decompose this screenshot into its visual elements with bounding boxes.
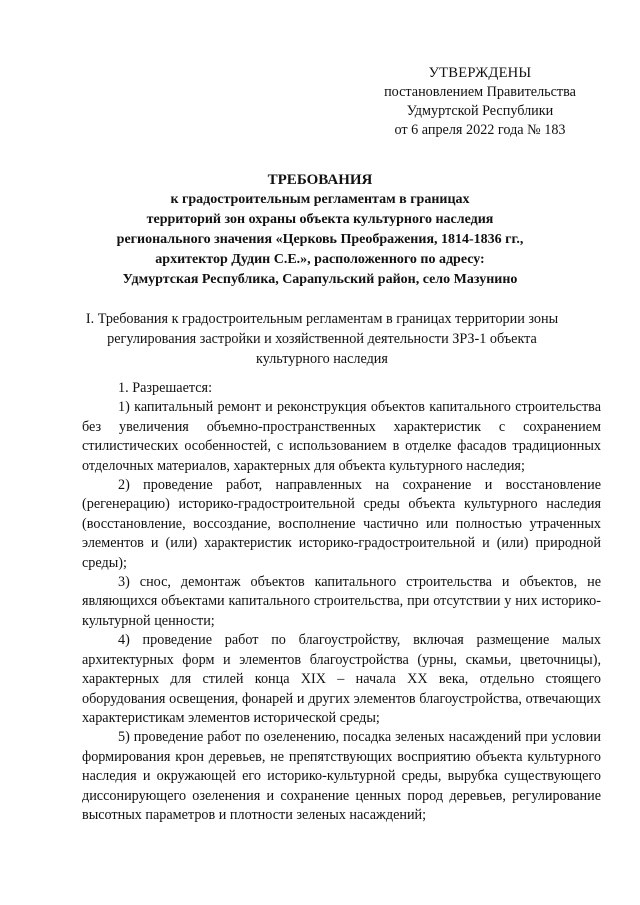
approval-line: Удмуртской Республики (406, 103, 554, 119)
title-line: регионального значения «Церковь Преображения, 1814-1836 гг., (116, 232, 524, 247)
title-line: Удмуртская Республика, Сарапульский район, село Мазунино (122, 272, 518, 287)
approval-date: от 6 апреля 2022 года № 183 (394, 122, 566, 138)
section-line: культурного наследия (256, 351, 388, 367)
section-heading (82, 309, 562, 369)
clause-item: 4) проведение работ по благоустройству, включая размещение малых архитектурных форм и элементов благоустройства (урны, скамьи, цветочницы), характерных для стилей конца XIX – начала XX века, отдельно стоящего оборудования освещения, фонарей и других элементов благоустройства, отвечающих характеристикам элементов исторической среды; (82, 632, 601, 726)
title-main: ТРЕБОВАНИЯ (267, 172, 373, 188)
clause-intro: 1. Разрешается: (118, 380, 213, 396)
section-line: I. Требования к градостроительным регламентам в границах территории зоны (85, 311, 559, 327)
title-line: территорий зон охраны объекта культурного наследия (146, 212, 494, 227)
title-line: архитектор Дудин С.Е.», расположенного по адресу: (155, 252, 485, 267)
document-title (60, 170, 580, 290)
clause-item: 2) проведение работ, направленных на сохранение и восстановление (регенерацию) историко-градостроительной среды объекта культурного наследия (восстановление, воссоздание, восполнение частично или полностью утраченных элементов и (или) характеристик историко-градостроительной и (или) природной среды); (82, 477, 601, 571)
title-line: к градостроительным регламентам в границах (170, 192, 470, 207)
clause-item: 3) снос, демонтаж объектов капитального строительства и объектов, не являющихся объектами капитального строительства, при отсутствии у них историко-культурной ценности; (82, 574, 601, 629)
section-line: регулирования застройки и хозяйственной деятельности ЗРЗ-1 объекта (107, 331, 537, 347)
approval-line: постановлением Правительства (384, 84, 576, 100)
document-body (82, 379, 601, 825)
clause-item: 5) проведение работ по озеленению, посадка зеленых насаждений при условии формирования крон деревьев, не препятствующих восприятию объекта культурного наследия и окружающей его историко-культурной среды, вырубка существующего диссонирующего озеленения и сохранение ценных пород деревьев, регулирование высотных параметров и плотности зеленых насаждений; (82, 729, 601, 823)
approval-heading: УТВЕРЖДЕНЫ (428, 65, 532, 81)
approval-stamp (350, 64, 610, 140)
clause-item: 1) капитальный ремонт и реконструкция объектов капитального строительства без увеличения объемно-пространственных характеристик с сохранением стилистических особенностей, с использованием в отделке фасадов традиционных отделочных материалов, характерных для объекта культурного наследия; (82, 399, 601, 474)
